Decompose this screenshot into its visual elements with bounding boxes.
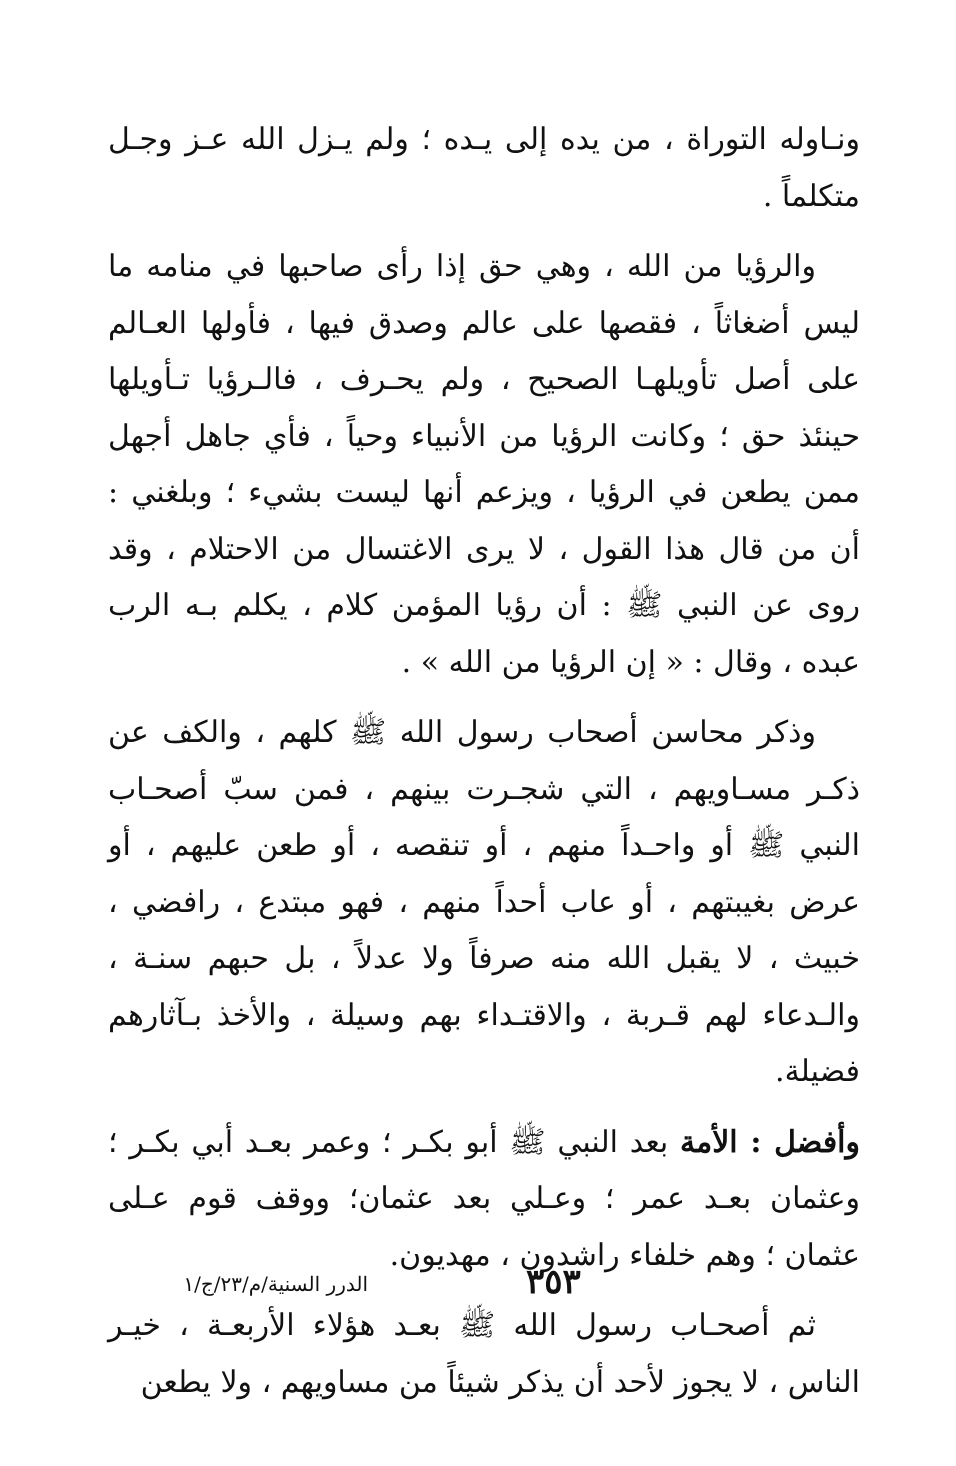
printer-signature: الدرر السنية/م/٢٣/ج/١	[183, 1272, 368, 1296]
page-body	[108, 112, 860, 1425]
paragraph-2: والرؤيا من الله ، وهي حق إذا رأى صاحبها في منامه ما ليس أضغاثاً ، فقصها على عالم وصدق فيها ، فأولها العـالم على أصل تأويلهـا الصحيح ، ولم يحـرف ، فالـرؤيا تـأويلها حينئذ حق ؛ وكانت الرؤيا من الأنبياء وحياً ، فأي جاهل أجهل ممن يطعن في الرؤيا ، ويزعم أنها ليست بشيء ؛ وبلغني : أن من قال هذا القول ، لا يرى الاغتسال من الاحتلام ، وقد روى عن النبي ﷺ : أن رؤيا المؤمن كلام ، يكلم بـه الرب عبده ، وقال : « إن الرؤيا من الله » .	[108, 249, 860, 680]
page-number: ٣٥٣	[526, 1262, 581, 1302]
paragraph-1: ونـاوله التوراة ، من يده إلى يـده ؛ ولم يـزل الله عـز وجـل متكلماً .	[108, 122, 860, 214]
paragraph-4-text: بعد النبي ﷺ أبو بكـر ؛ وعمر بعـد أبي بكـر ؛ وعثمان بعـد عمر ؛ وعـلي بعد عثمان؛ ووقف قوم عـلى عثمان ؛ وهم خلفاء راشدون ، مهديون.	[108, 1124, 860, 1273]
paragraph-4-bold-lead: وأفضل : الأمة	[680, 1124, 860, 1160]
page-footer	[108, 1262, 860, 1312]
paragraph-3: وذكر محاسن أصحاب رسول الله ﷺ كلهم ، والكف عن ذكـر مسـاويهم ، التي شجـرت بينهم ، فمن سبّ أصحـاب النبي ﷺ أو واحـداً منهم ، أو تنقصه ، أو طعن عليهم ، أو عرض بغيبتهم ، أو عاب أحداً منهم ، فهو مبتدع ، رافضي ، خبيث ، لا يقبل الله منه صرفاً ولا عدلاً ، بل حبهم سنـة ، والـدعاء لهم قـربة ، والاقتـداء بهم وسيلة ، والأخذ بـآثارهم فضيلة.	[108, 715, 860, 1089]
paragraph-4	[108, 1115, 860, 1285]
paragraph-5: ثم أصحـاب رسول الله ﷺ بعـد هؤلاء الأربعـة ، خيـر الناس ، لا يجوز لأحد أن يذكر شيئاً من مساويهم ، ولا يطعن	[108, 1308, 860, 1400]
